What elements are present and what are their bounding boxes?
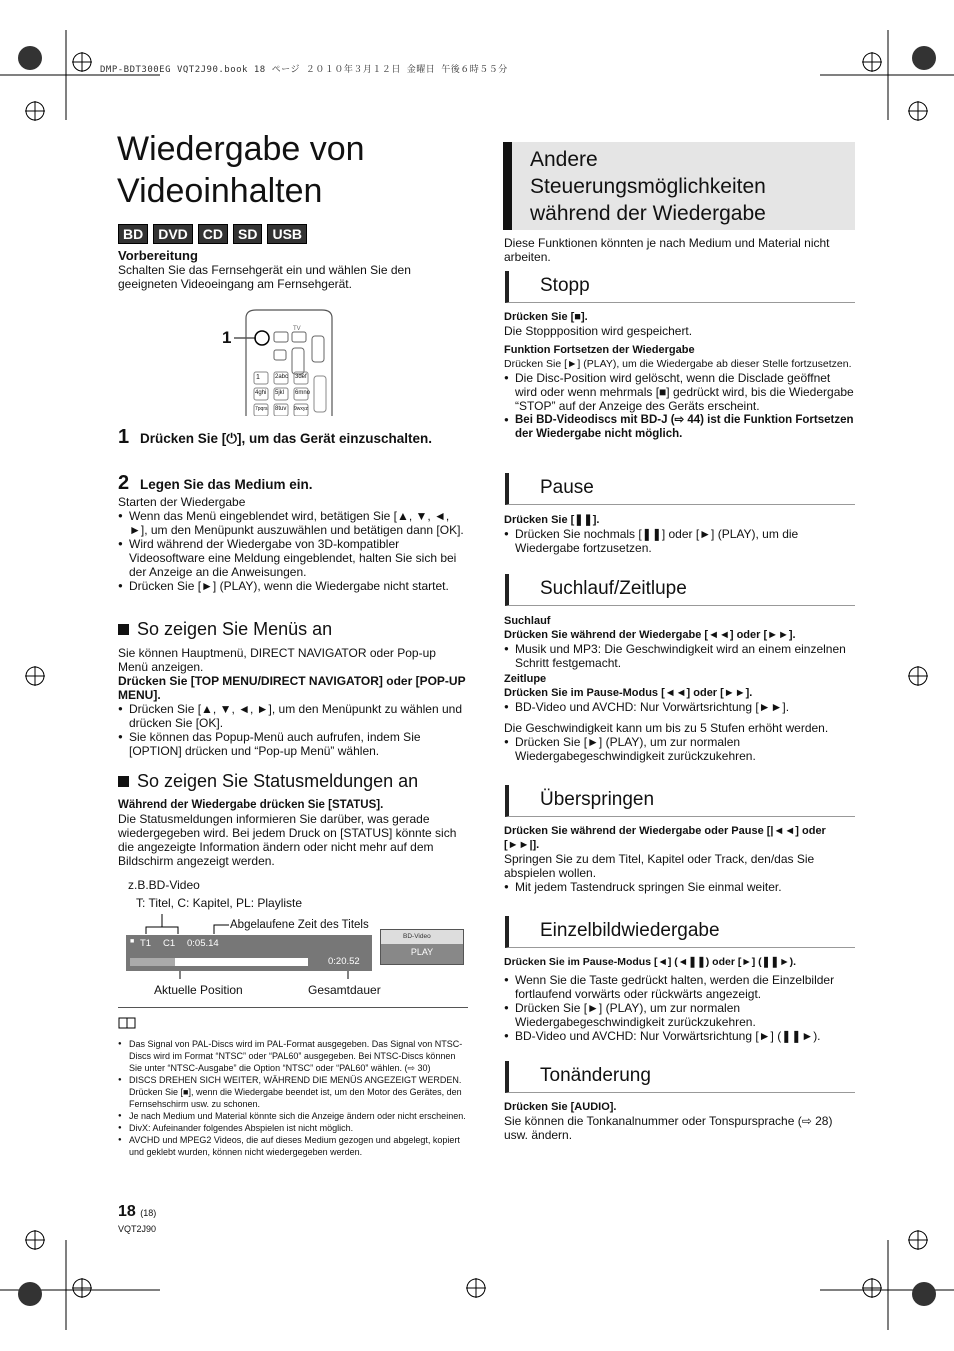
list-item: ● Wenn das Menü eingeblendet wird, betätigen Sie [▲, ▼, ◄, ►], um den Menüpunkt auszuwählen und betätigen dann [OK]. xyxy=(118,509,468,537)
diagram-legend: T: Titel, C: Kapitel, PL: Playliste xyxy=(136,896,303,910)
media-tags xyxy=(118,224,307,244)
title-line2: Videoinhalten xyxy=(117,172,323,210)
stopp-heading: Stopp xyxy=(505,271,855,303)
remote-key-2: 2abc xyxy=(275,374,289,380)
status-text: Die Statusmeldungen informieren Sie darüber, was gerade wiedergegeben wird. Bei jedem Druck on [STATUS] könnte sich die angezeigte Information ändern oder nicht mehr auf dem Bildschirm angezeigt werden. xyxy=(118,812,457,868)
prep-text: Schalten Sie das Fernsehgerät ein und wählen Sie den geeigneten Videoeingang am Fernsehgerät. xyxy=(118,263,411,291)
list-item: ● Die Disc-Position wird gelöscht, wenn die Disclade geöffnet wird oder wenn mehrmals [■] gedrückt wird, bis die Wiedergabe “STOP” auf der Anzeige des Geräts erscheint. xyxy=(504,371,854,413)
audio-section xyxy=(504,1100,854,1142)
preparation xyxy=(118,249,468,291)
menus-heading: So zeigen Sie Menüs an xyxy=(137,619,333,639)
page-number xyxy=(118,1203,156,1221)
list-item: ● Mit jedem Tastendruck springen Sie einmal weiter. xyxy=(504,880,854,894)
status-bold: Während der Wiedergabe drücken Sie [STATUS]. xyxy=(118,799,384,811)
square-bullet-icon xyxy=(118,776,129,787)
list-item: ● Drücken Sie [▲, ▼, ◄, ►], um den Menüpunkt zu wählen und drücken Sie [OK]. xyxy=(118,702,468,730)
book-icon xyxy=(118,1017,138,1029)
remote-key-9: 9wxyz xyxy=(294,406,308,412)
media-state: PLAY xyxy=(410,947,434,957)
square-bullet-icon xyxy=(118,624,129,635)
menus-bold: Drücken Sie [TOP MENU/DIRECT NAVIGATOR] oder [POP-UP MENU]. xyxy=(118,674,466,702)
audio-text: Sie können die Tonkanalnummer oder Tonspursprache (⇨ 28) usw. ändern. xyxy=(504,1114,833,1142)
tag-cd: CD xyxy=(198,224,228,244)
skip-bold: Drücken Sie während der Wiedergabe oder Pause [|◄◄] oder [►►|]. xyxy=(504,825,826,851)
stopp-bold: Drücken Sie [■]. xyxy=(504,311,588,323)
progress-fill xyxy=(130,958,175,966)
remote-key-1: 1 xyxy=(256,374,260,381)
media-panel xyxy=(380,929,464,965)
diagram-example: z.B.BD-Video xyxy=(128,878,200,892)
elapsed-time: 0:05.14 xyxy=(187,938,219,949)
remote-illustration xyxy=(222,308,337,416)
stop-icon: ■ xyxy=(130,938,135,945)
step1-number: 1 xyxy=(118,426,130,448)
elapsed-label: Abgelaufene Zeit des Titels xyxy=(230,919,369,931)
search-sub2: Zeitlupe xyxy=(504,673,547,685)
remote-key-6: 6mno xyxy=(295,390,311,396)
search-text: Die Geschwindigkeit kann um bis zu 5 Stufen erhöht werden. xyxy=(504,721,829,735)
step2-sub: Starten der Wiedergabe xyxy=(118,495,246,509)
step1-text: Drücken Sie [⏻], um das Gerät einzuschalten. xyxy=(140,431,433,446)
menus-section xyxy=(118,619,468,758)
frame-section xyxy=(504,955,854,1043)
list-item: ● DivX: Aufeinander folgendes Abspielen ist nicht möglich. xyxy=(118,1122,468,1134)
title-indicator: T1 xyxy=(140,938,152,949)
tag-bd: BD xyxy=(118,224,148,244)
section-banner xyxy=(503,142,855,230)
resume-text: Drücken Sie [►] (PLAY), um die Wiedergabe ab dieser Stelle fortzusetzen. xyxy=(504,358,852,370)
pause-bold: Drücken Sie [❚❚]. xyxy=(504,514,600,526)
banner-line1: Andere xyxy=(530,148,598,171)
list-item: ● AVCHD und MPEG2 Videos, die auf dieses Medium gezogen und abgelegt, kopiert und geklebt wurden, können nicht wiedergegeben werden. xyxy=(118,1134,468,1158)
menus-text: Sie können Hauptmenü, DIRECT NAVIGATOR oder Pop-up Menü anzeigen. xyxy=(118,646,436,674)
page-title xyxy=(117,128,365,212)
status-diagram xyxy=(118,878,468,1000)
page-code: VQT2J90 xyxy=(118,1224,157,1234)
remote-key-7: 7pqrs xyxy=(255,406,268,412)
remote-drawing xyxy=(222,308,337,416)
list-item: ● Drücken Sie [►] (PLAY), um zur normalen Wiedergabegeschwindigkeit zurückzukehren. xyxy=(504,735,854,763)
list-item: ● Das Signal von PAL-Discs wird im PAL-Format ausgegeben. Das Signal von NTSC-Discs wird im Format “NTSC” oder “PAL60” ausgegeben. Bei NTSC-Discs können Sie unter “NTSC-Ausgabe” die Option “NTSC” oder “PAL60” wählen. (⇨ 30) xyxy=(118,1038,468,1074)
search-heading: Suchlauf/Zeitlupe xyxy=(505,574,855,606)
page-sub: (18) xyxy=(140,1208,157,1218)
skip-text: Springen Sie zu dem Titel, Kapitel oder Track, den/das Sie abspielen wollen. xyxy=(504,852,815,880)
skip-heading: Überspringen xyxy=(505,785,855,817)
title-line1: Wiedergabe von xyxy=(117,130,365,168)
search-bold2: Drücken Sie im Pause-Modus [◄◄] oder [►►]. xyxy=(504,687,753,699)
frame-heading: Einzelbildwiedergabe xyxy=(505,916,855,948)
remote-tv-label: TV xyxy=(293,326,301,332)
list-item: ● Musik und MP3: Die Geschwindigkeit wird an einem einzelnen Schritt festgemacht. xyxy=(504,642,854,670)
list-item: ● BD-Video und AVCHD: Nur Vorwärtsrichtung [►►]. xyxy=(504,700,854,714)
audio-heading: Tonänderung xyxy=(505,1061,855,1093)
list-item: ● Wenn Sie die Taste gedrückt halten, werden die Einzelbilder fortlaufend vorwärts oder rückwärts angezeigt. xyxy=(504,973,854,1001)
search-bold1: Drücken Sie während der Wiedergabe [◄◄] oder [►►]. xyxy=(504,629,796,641)
audio-bold: Drücken Sie [AUDIO]. xyxy=(504,1101,617,1113)
list-item: ● Wird während der Wiedergabe von 3D-kompatibler Videosoftware eine Meldung eingeblendet, halten Sie sich bei der Anzeige an die Anweisungen. xyxy=(118,537,468,579)
remote-key-5: 5jkl xyxy=(275,390,285,396)
status-heading: So zeigen Sie Statusmeldungen an xyxy=(137,771,419,791)
list-item: ● Drücken Sie nochmals [❚❚] oder [►] (PLAY), um die Wiedergabe fortzusetzen. xyxy=(504,527,854,555)
status-section xyxy=(118,771,468,868)
list-item: ● DISCS DREHEN SICH WEITER, WÄHREND DIE MENÜS ANGEZEIGT WERDEN. Drücken Sie [■], wenn die Wiedergabe beendet ist, um den Motor des Gerätes, den Fernsehschirm usw. zu schonen. xyxy=(118,1074,468,1110)
media-type: BD-Video xyxy=(381,930,463,944)
list-item: ● BD-Video und AVCHD: Nur Vorwärtsrichtung [►] (❚❚►). xyxy=(504,1029,854,1043)
banner-line3: während der Wiedergabe xyxy=(530,202,766,225)
status-bar xyxy=(126,935,372,971)
remote-key-8: 8tuv xyxy=(275,406,287,412)
list-item: ● Je nach Medium und Material könnte sich die Anzeige ändern oder nicht erscheinen. xyxy=(118,1110,468,1122)
step2-text: Legen Sie das Medium ein. xyxy=(140,477,313,492)
divider xyxy=(118,1007,468,1008)
position-label: Aktuelle Position xyxy=(154,983,243,997)
progress-track xyxy=(130,958,308,966)
step-1 xyxy=(118,427,468,447)
list-item: ● Bei BD-Videodiscs mit BD-J (⇨ 44) ist die Funktion Fortsetzen der Wiedergabe nicht möglich. xyxy=(504,413,854,441)
resume-heading: Funktion Fortsetzen der Wiedergabe xyxy=(504,344,695,356)
skip-section xyxy=(504,824,854,894)
banner-line2: Steuerungsmöglichkeiten xyxy=(530,175,766,198)
remote-callout: 1 xyxy=(222,328,232,347)
print-header: DMP-BDT300EG VQT2J90.book 18 ページ ２０１０年３月１２日 金曜日 午後６時５５分 xyxy=(100,65,508,75)
list-item: ● Drücken Sie [►] (PLAY), wenn die Wiedergabe nicht startet. xyxy=(118,579,468,593)
stopp-text: Die Stoppposition wird gespeichert. xyxy=(504,324,693,338)
remote-key-4: 4ghi xyxy=(255,390,267,396)
tag-usb: USB xyxy=(267,224,307,244)
notes xyxy=(118,1016,468,1158)
chapter-indicator: C1 xyxy=(163,938,176,949)
pause-heading: Pause xyxy=(505,473,855,505)
search-section xyxy=(504,614,854,763)
list-item: ● Sie können das Popup-Menü auch aufrufen, indem Sie [OPTION] drücken und “Pop-up Menü” wählen. xyxy=(118,730,468,758)
intro-text: Diese Funktionen könnten je nach Medium und Material nicht arbeiten. xyxy=(504,236,830,264)
stopp-section xyxy=(504,310,854,441)
pause-section xyxy=(504,513,854,555)
total-label: Gesamtdauer xyxy=(308,983,381,997)
prep-heading: Vorbereitung xyxy=(118,248,198,263)
frame-bold: Drücken Sie im Pause-Modus [◄] (◄❚❚) oder [►] (❚❚►). xyxy=(504,956,797,968)
remote-key-3: 3def xyxy=(295,374,307,380)
list-item: ● Drücken Sie [►] (PLAY), um zur normalen Wiedergabegeschwindigkeit zurückzukehren. xyxy=(504,1001,854,1029)
step-2 xyxy=(118,473,468,593)
page-num: 18 xyxy=(118,1203,136,1220)
tag-dvd: DVD xyxy=(153,224,193,244)
total-time: 0:20.52 xyxy=(328,956,360,967)
step2-number: 2 xyxy=(118,472,130,494)
tag-sd: SD xyxy=(233,224,262,244)
search-sub1: Suchlauf xyxy=(504,615,551,627)
